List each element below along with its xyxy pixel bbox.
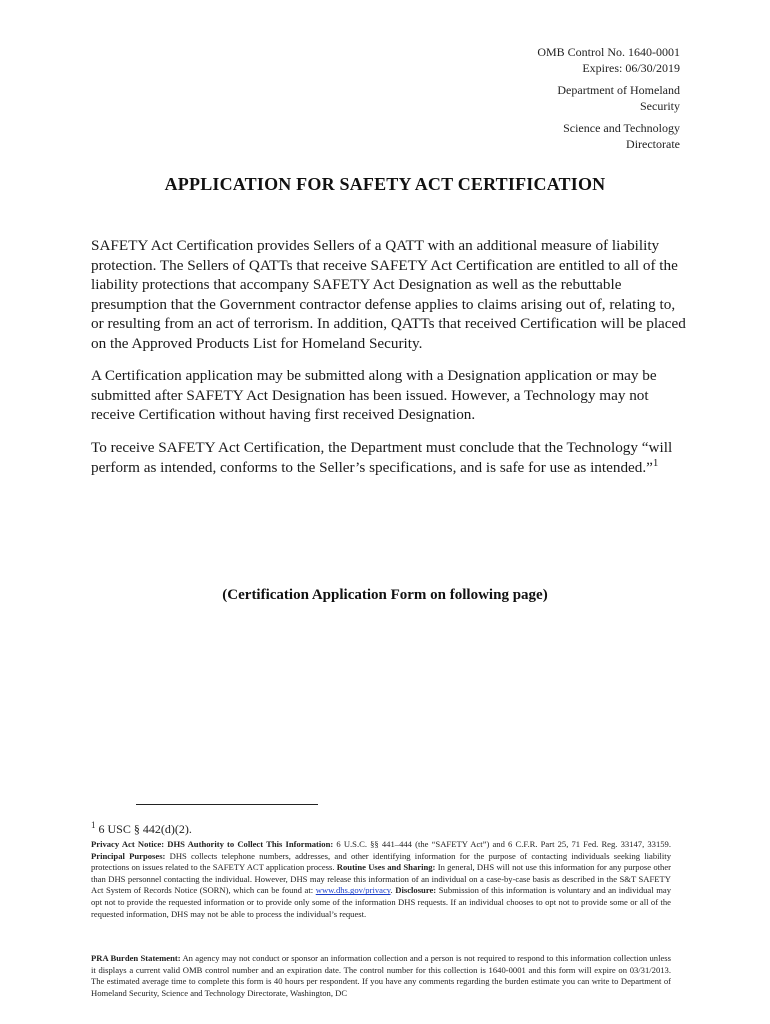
disclosure-label: Disclosure: (395, 885, 437, 896)
omb-control-number: OMB Control No. 1640-0001 (537, 45, 680, 59)
pra-text: An agency may not conduct or sponsor an information collection and a person is not required to respond to this information collection unless it displays a current valid OMB control number and an expiration date. The control number for this collection is 1640-0001 and this form will expire on 03/31/2013. The estimated average time to complete this form is 40 hours per respondent. If you have any comments regarding the burden estimate you can write to Department of Homeland Security, Science and Technology Directorate, Washington, DC (91, 953, 671, 998)
privacy-authority-label: Privacy Act Notice: DHS Authority to Collect This Information: (91, 839, 334, 849)
directorate-line-2: Directorate (626, 137, 680, 151)
header-block (440, 44, 680, 152)
paragraph-certification-intro (91, 236, 687, 353)
footnote-divider (136, 804, 318, 805)
paragraph-submission (91, 366, 687, 425)
principal-purposes-label: Principal Purposes: (91, 850, 166, 861)
privacy-authority-text: 6 U.S.C. §§ 441–444 (the “SAFETY Act”) and 6 C.F.R. Part 25, 71 Fed. Reg. 33147, 33159. (333, 839, 671, 849)
footnote-text: 6 USC § 442(d)(2). (95, 822, 192, 836)
paragraph-2-text: A Certification application may be submitted along with a Designation application or may be submitted after SAFETY Act Designation has been issued. However, a Technology may not receive Certification without having first received Designation. (91, 367, 657, 423)
footnote-reference[interactable]: 1 (652, 456, 659, 469)
footnote-mark: 1 (91, 820, 96, 830)
privacy-act-notice (91, 839, 671, 920)
paragraph-3-text: To receive SAFETY Act Certification, the Department must conclude that the Technology “will perform as intended, conforms to the Seller’s specifications, and is safe for use as intended.” (91, 439, 673, 476)
routine-uses-label: Routine Uses and Sharing: (336, 862, 436, 873)
disclosure-text: Submission of this information is voluntary and an individual may opt not to provide the requested information or to provide only some of the information DHS requests. If an individual chooses to opt not to provide some or all of the requested information, DHS may not be able to process the individual’s request. (91, 885, 671, 919)
privacy-link[interactable]: www.dhs.gov/privacy (315, 885, 391, 896)
routine-uses-text: In general, DHS will not use this information for any purpose other than DHS personnel contacting the individual. However, DHS may release this information of an individual on a case-by-case basis as described in the S&T SAFETY Act System of Records Notice (SORN), which can be found at: (91, 862, 671, 896)
directorate-line-1: Science and Technology (563, 121, 680, 135)
following-page-note: (Certification Application Form on following page) (222, 587, 548, 603)
paragraph-3 (91, 438, 687, 477)
department-line-2: Security (640, 99, 680, 113)
principal-purposes-text: DHS collects telephone numbers, addresses, and other identifying information for the purpose of contacting individuals seeking liability protections on issues related to the SAFETY ACT application process. (91, 850, 671, 873)
paragraph-requirements (91, 438, 687, 477)
expiration-date: Expires: 06/30/2019 (582, 61, 680, 75)
page-title: APPLICATION FOR SAFETY ACT CERTIFICATION (164, 174, 606, 194)
pra-label: PRA Burden Statement: (91, 953, 181, 963)
pra-burden-statement (91, 953, 671, 999)
footnote-1 (91, 822, 192, 837)
privacy-link-trailing: . (390, 885, 396, 896)
paragraph-1-text: SAFETY Act Certification provides Sellers of a QATT with an additional measure of liability protection. The Sellers of QATTs that receive SAFETY Act Certification are entitled to all of the liability protections that accompany SAFETY Act Designation as well as the rebuttable presumption that the Government contractor defense applies to claims arising out of, relating to, or resulting from an act of terrorism. In addition, QATTs that received Certification will be placed on the Approved Products List for Homeland Security. (91, 237, 686, 352)
department-line-1: Department of Homeland (557, 83, 680, 97)
